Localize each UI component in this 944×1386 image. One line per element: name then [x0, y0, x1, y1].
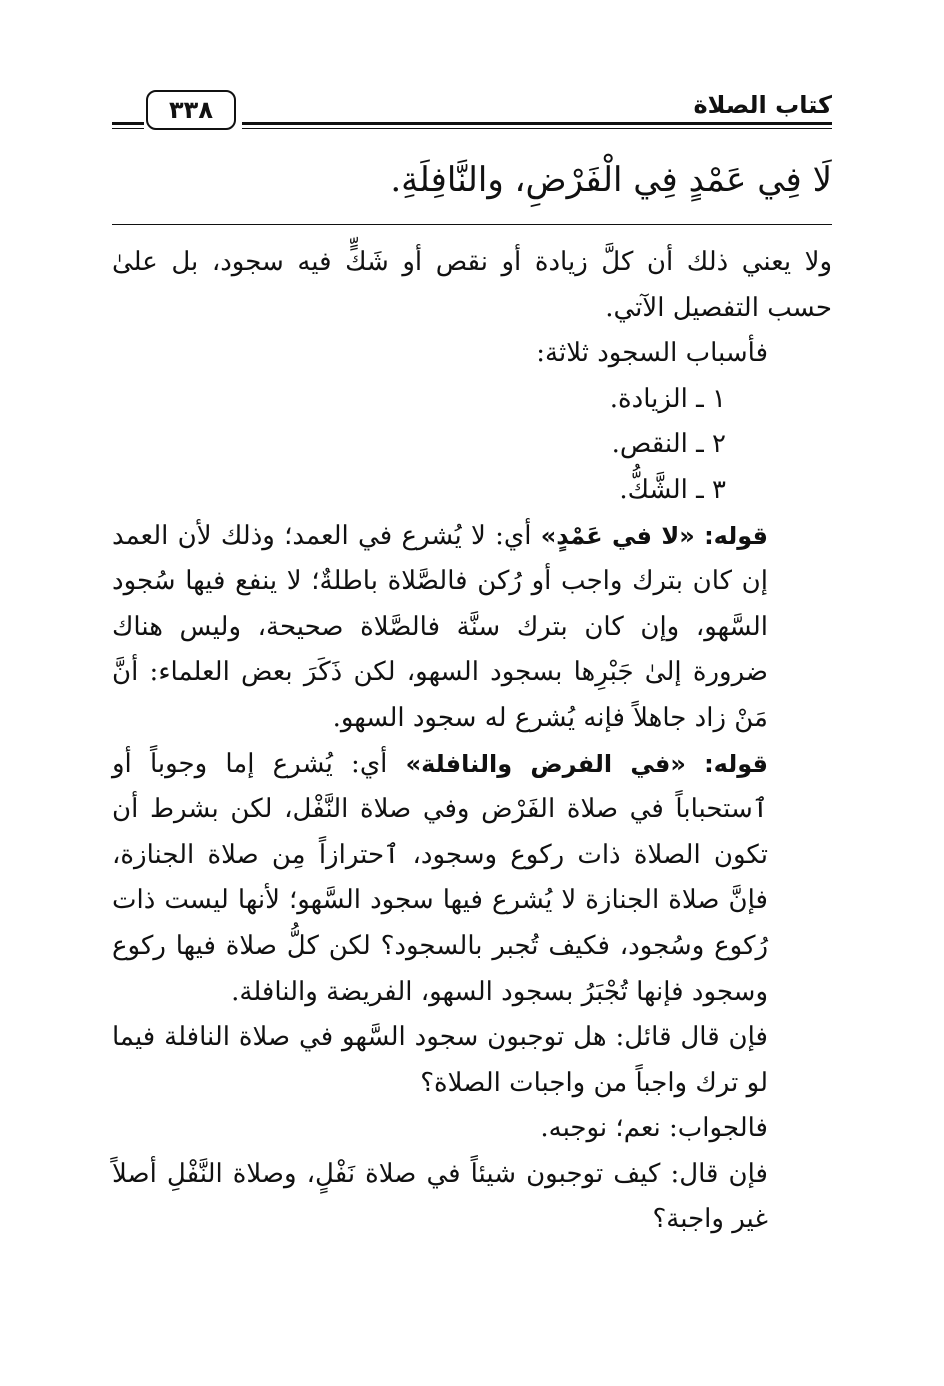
- book-title: كتاب الصلاة: [693, 91, 832, 119]
- lemma-lead: قوله:: [704, 521, 769, 550]
- paragraph-text: أي: يُشرع إما وجوباً أو ٱستحباباً في صلاة الفَرْض وفي صلاة النَّفْل، لكن بشرط أن تكون الصلاة ذات ركوع وسجود، ٱحترازاً مِن صلاة الجنازة، فإنَّ صلاة الجنازة لا يُشرع فيها سجود السَّهو؛ لأنها ليست ذات رُكوع وسُجود، فكيف تُجبر بالسجود؟ لكن كلُّ صلاة فيها ركوع وسجود فإنها تُجْبَرُ بسجود السهو، الفريضة والنافلة.: [112, 748, 768, 1007]
- lemma-quote: «لا في عَمْدٍ»: [540, 521, 695, 550]
- matn-separator: [112, 224, 832, 225]
- header-rule: [112, 128, 144, 129]
- list-item: ٣ ـ الشَّكُّ.: [619, 474, 726, 505]
- lemma-quote: «في الفرض والنافلة»: [405, 749, 686, 778]
- paragraph: [112, 514, 832, 742]
- running-header: [112, 90, 832, 134]
- page-number: ٣٣٨: [146, 90, 236, 130]
- header-rule: [112, 122, 144, 125]
- matn-text: لَا فِي عَمْدٍ فِي الْفَرْضِ، والنَّافِلَةِ.: [390, 160, 832, 200]
- paragraph-text: أي: لا يُشرع في العمد؛ وذلك لأن العمد إن كان بترك واجب أو رُكن فالصَّلاة باطلةٌ؛ لا ينفع فيها سُجود السَّهو، وإن كان بترك سنَّة فالصَّلاة صحيحة، وليس هناك ضرورة إلىٰ جَبْرِها بسجود السهو، لكن ذَكَرَ بعض العلماء: أنَّ مَنْ زاد جاهلاً فإنه يُشرع له سجود السهو.: [112, 520, 768, 733]
- paragraph: فالجواب: نعم؛ نوجبه.: [540, 1113, 768, 1144]
- header-rule: [242, 128, 832, 129]
- list-item: ٢ ـ النقص.: [611, 429, 726, 460]
- header-rule: [242, 122, 832, 125]
- paragraph: ولا يعني ذلك أن كلَّ زيادة أو نقص أو شَكٍّ فيه سجود، بل علىٰ حسب التفصيل الآتي.: [112, 247, 832, 323]
- list-item: ١ ـ الزيادة.: [609, 383, 726, 414]
- paragraph: فإن قال: كيف توجبون شيئاً في صلاة نَفْلٍ، وصلاة النَّفْلِ أصلاً غير واجبة؟: [112, 1158, 768, 1235]
- paragraph: فإن قال قائل: هل توجبون سجود السَّهو في صلاة النافلة فيما لو ترك واجباً من واجبات الصلاة؟: [112, 1022, 768, 1098]
- paragraph: فأسباب السجود ثلاثة:: [536, 338, 768, 369]
- commentary: [112, 240, 832, 1243]
- paragraph: [112, 742, 832, 1016]
- lemma-lead: قوله:: [704, 749, 768, 778]
